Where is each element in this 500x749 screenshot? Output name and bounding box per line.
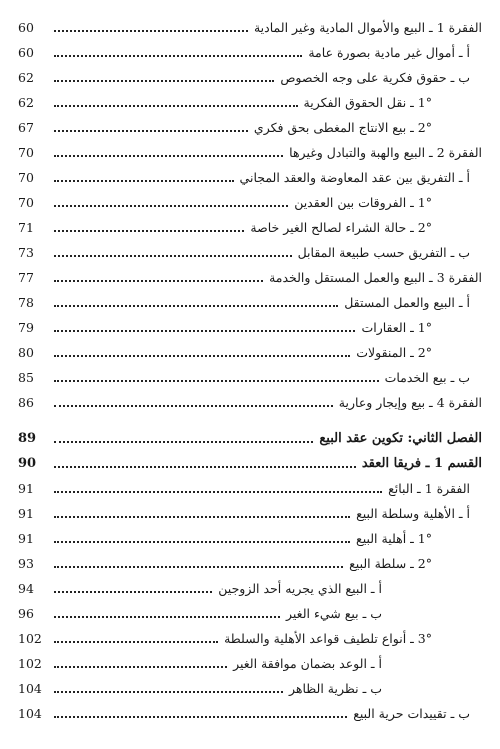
toc-entry-title: ب ـ بيع الخدمات (384, 370, 470, 385)
toc-entry (18, 339, 482, 361)
toc-entry-page-number: 91 (18, 531, 34, 546)
toc-entry-title: ب ـ تقييدات حرية البيع (353, 706, 470, 721)
toc-entry-page-number: 80 (18, 345, 34, 360)
toc-entry-page-number: 77 (18, 270, 34, 285)
dot-leader (54, 565, 343, 568)
toc-entry-page-number: 104 (18, 681, 42, 696)
toc-entry-title: 1° ـ الفروقات بين العقدين (294, 195, 432, 210)
toc-entry (18, 189, 482, 211)
dot-leader (54, 354, 350, 357)
dot-leader (54, 515, 350, 518)
dot-leader (54, 665, 227, 668)
toc-entry (18, 289, 482, 311)
toc-entry (18, 475, 482, 497)
toc-entry-page-number: 104 (18, 706, 42, 721)
toc-entry-title: 2° ـ حالة الشراء لصالح الغير خاصة (250, 220, 432, 235)
dot-leader (54, 615, 280, 618)
toc-entry-title: الفقرة 1 ـ البيع والأموال المادية وغير المادية (253, 20, 482, 35)
toc-entry (18, 389, 482, 411)
toc-entry-page-number: 94 (18, 581, 34, 596)
dot-leader (54, 640, 218, 643)
dot-leader (54, 104, 298, 107)
toc-entry-title: الفقرة 1 ـ البائع (388, 481, 470, 496)
toc-entry (18, 625, 482, 647)
toc-entry (18, 575, 482, 597)
toc-entry (18, 600, 482, 622)
toc-entry-page-number: 67 (18, 120, 34, 135)
dot-leader (54, 690, 283, 693)
dot-leader (54, 229, 244, 232)
toc-entry (18, 500, 482, 522)
toc-entry (18, 39, 482, 61)
toc-entry-title: أ ـ أموال غير مادية بصورة عامة (308, 45, 470, 60)
toc-entry-page-number: 70 (18, 145, 34, 160)
dot-leader (54, 254, 292, 257)
toc-entry (18, 675, 482, 697)
toc-entry-title: الفقرة 4 ـ بيع وإيجار وعارية (338, 395, 482, 410)
toc-entry-title: 2° ـ المنقولات (356, 345, 432, 360)
toc-entry-title: 3° ـ أنواع تلطيف قواعد الأهلية والسلطة (224, 631, 432, 646)
dot-leader (54, 715, 347, 718)
dot-leader (54, 154, 283, 157)
toc-entry-page-number: 91 (18, 506, 34, 521)
toc-entry-page-number: 96 (18, 606, 34, 621)
dot-leader (54, 465, 356, 468)
toc-entry (18, 139, 482, 161)
dot-leader (54, 279, 263, 282)
toc-entry-title: الفقرة 2 ـ البيع والهبة والتبادل وغيرها (289, 145, 482, 160)
dot-leader (54, 304, 338, 307)
toc-entry-page-number: 73 (18, 245, 34, 260)
toc-entry-title: أ ـ الوعد بضمان موافقة الغير (233, 656, 382, 671)
toc-entry-page-number: 70 (18, 195, 34, 210)
dot-leader (54, 54, 302, 57)
toc-entry-page-number: 79 (18, 320, 34, 335)
dot-leader (54, 540, 350, 543)
dot-leader (54, 590, 212, 593)
toc-entry (18, 264, 482, 286)
toc-entry-title: ب ـ بيع شيء الغير (286, 606, 382, 621)
toc-entry (18, 114, 482, 136)
toc-entry (18, 650, 482, 672)
dot-leader (54, 329, 355, 332)
toc-entry (18, 89, 482, 111)
toc-entry (18, 239, 482, 261)
toc-entry-page-number: 78 (18, 295, 34, 310)
toc-entry-page-number: 93 (18, 556, 34, 571)
toc-entry-page-number: 86 (18, 395, 34, 410)
toc-entry (18, 364, 482, 386)
toc-entry (18, 14, 482, 36)
toc-entry-title: 2° ـ بيع الانتاج المغطى بحق فكري (253, 120, 432, 135)
toc-entry-title: أ ـ التفريق بين عقد المعاوضة والعقد المجاني (239, 170, 470, 185)
dot-leader (54, 379, 379, 382)
toc-entry-title: ب ـ نظرية الظاهر (289, 681, 382, 696)
dot-leader (54, 404, 333, 407)
toc-entry-title: 1° ـ العقارات (361, 320, 432, 335)
toc-entry-page-number: 60 (18, 45, 34, 60)
toc-entry-page-number: 102 (18, 656, 42, 671)
toc-entry-title: أ ـ البيع الذي يجريه أحد الزوجين (218, 581, 382, 596)
toc-entry (18, 700, 482, 722)
toc-entry-title: 2° ـ سلطة البيع (349, 556, 432, 571)
toc-entry-title: ب ـ التفريق حسب طبيعة المقابل (297, 245, 470, 260)
dot-leader (54, 179, 234, 182)
dot-leader (54, 79, 274, 82)
toc-entry-title: 1° ـ نقل الحقوق الفكرية (303, 95, 432, 110)
toc-entry (18, 164, 482, 186)
toc-entry (18, 214, 482, 236)
toc-entry (18, 64, 482, 86)
toc-entry-page-number: 90 (18, 456, 37, 471)
toc-entry-title: 1° ـ أهلية البيع (356, 531, 432, 546)
toc-entry-page-number: 70 (18, 170, 34, 185)
dot-leader (54, 29, 248, 32)
toc-entry-title: أ ـ الأهلية وسلطة البيع (356, 506, 470, 521)
toc-entry-page-number: 71 (18, 220, 34, 235)
toc-entry (18, 425, 482, 447)
toc-entry-page-number: 85 (18, 370, 34, 385)
toc-entry (18, 525, 482, 547)
toc-entry-page-number: 60 (18, 20, 34, 35)
toc-entry-page-number: 62 (18, 70, 34, 85)
dot-leader (54, 129, 248, 132)
toc-entry-title: الفصل الثاني: تكوين عقد البيع (319, 431, 482, 446)
toc-entry-page-number: 102 (18, 631, 42, 646)
toc-entry-title: ب ـ حقوق فكرية على وجه الخصوص (280, 70, 470, 85)
dot-leader (54, 204, 288, 207)
dot-leader (54, 440, 313, 443)
toc-entry (18, 450, 482, 472)
toc-entry-page-number: 62 (18, 95, 34, 110)
toc-entry (18, 550, 482, 572)
toc-entry-page-number: 89 (18, 431, 37, 446)
toc-entry-title: القسم 1 ـ فريقا العقد (361, 456, 482, 471)
toc-entry-title: أ ـ البيع والعمل المستقل (344, 295, 470, 310)
toc-entry (18, 314, 482, 336)
toc-entry-page-number: 91 (18, 481, 34, 496)
toc-entry-title: الفقرة 3 ـ البيع والعمل المستقل والخدمة (269, 270, 482, 285)
dot-leader (54, 490, 382, 493)
